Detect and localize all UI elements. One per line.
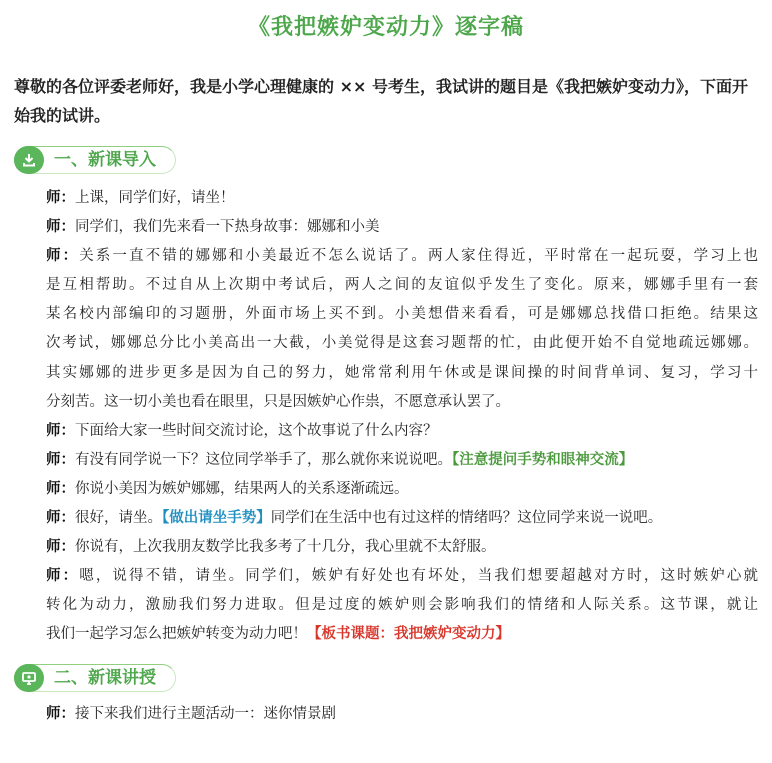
stage-note: 【板书课题：我把嫉妒变动力】 xyxy=(307,626,510,643)
lecture-line xyxy=(46,562,758,591)
lecture-line xyxy=(46,446,758,475)
speaker-label: 师： xyxy=(46,190,75,206)
lecture-line xyxy=(46,242,758,271)
line-text: 嗯，说得不错，请坐。同学们，嫉妒有好处也有坏处，当我们想要超越对方时，这时嫉妒心就 xyxy=(79,568,759,585)
line-text: 你说小美因为嫉妒娜娜，结果两人的关系逐渐疏远。 xyxy=(75,480,409,497)
line-text: 接下来我们进行主题活动一：迷你情景剧 xyxy=(75,705,336,722)
line-text: 分刻苦。这一切小美也看在眼里，只是因嫉妒心作祟，不愿意承认罢了。 xyxy=(46,393,510,410)
intro-paragraph: 尊敬的各位评委老师好，我是小学心理健康的 ×× 号考生，我试讲的题目是《我把嫉妒变动力》，下面开始我的试讲。 xyxy=(14,77,748,125)
lecture-lines-2 xyxy=(46,700,758,729)
line-text: 其实娜娜的进步更多是因为自己的努力，她常常利用午休或是课间操的时间背单词、复习，学习十 xyxy=(46,364,758,381)
line-text: 同学们，我们先来看一下热身故事：娜娜和小美 xyxy=(75,219,380,236)
lecture-line xyxy=(46,184,758,213)
speaker-label: 师： xyxy=(46,219,75,236)
lecture-line xyxy=(46,417,758,446)
line-text: 次考试，娜娜总分比小美高出一大截，小美觉得是这套习题帮的忙，由此便开始不自觉地疏远娜娜。 xyxy=(46,335,758,352)
speaker-label: 师： xyxy=(46,568,80,585)
line-text: 有没有同学说一下？这位同学举手了，那么就你来说说吧。 xyxy=(75,451,452,468)
line-text: 很好，请坐。 xyxy=(75,510,162,527)
line-text: 关系一直不错的娜娜和小美最近不怎么说话了。两人家住得近，平时常在一起玩耍，学习上也 xyxy=(79,248,759,265)
lecture-line xyxy=(46,700,758,729)
lecture-line xyxy=(46,388,758,417)
lecture-line xyxy=(46,504,758,533)
speaker-label: 师： xyxy=(46,705,75,722)
lecture-line xyxy=(46,591,758,620)
stage-note: 【做出请坐手势】 xyxy=(162,510,271,527)
lecture-line xyxy=(46,620,758,649)
line-text: 你说有，上次我朋友数学比我多考了十几分，我心里就不太舒服。 xyxy=(75,539,496,556)
speaker-label: 师： xyxy=(46,510,75,527)
lecture-line xyxy=(46,475,758,504)
section-header-intro xyxy=(14,146,184,174)
lecture-line xyxy=(46,359,758,388)
section-title: 二、新课讲授 xyxy=(54,667,156,688)
speaker-label: 师： xyxy=(46,451,75,468)
speaker-label: 师： xyxy=(46,248,80,265)
document-title: 《我把嫉妒变动力》逐字稿 xyxy=(247,14,524,40)
line-text: 某名校内部编印的习题册，外面市场上买不到。小美想借来看看，可是娜娜总找借口拒绝。结果这 xyxy=(46,306,758,323)
download-icon xyxy=(14,146,44,174)
speaker-label: 师： xyxy=(46,422,75,439)
lecture-line xyxy=(46,271,758,300)
lecture-line xyxy=(46,213,758,242)
line-text: 是互相帮助。不过自从上次期中考试后，两人之间的友谊似乎发生了变化。原来，娜娜手里有一套 xyxy=(46,277,758,294)
section-title: 一、新课导入 xyxy=(54,150,156,170)
line-text: 我们一起学习怎么把嫉妒转变为动力吧！ xyxy=(46,626,307,643)
line-text: 同学们在生活中也有过这样的情绪吗？这位同学来说一说吧。 xyxy=(270,510,663,527)
speaker-label: 师： xyxy=(46,539,75,556)
stage-note: 【注意提问手势和眼神交流】 xyxy=(452,451,634,468)
section-header-teaching xyxy=(14,664,184,692)
lecture-lines xyxy=(46,184,758,650)
lecture-line xyxy=(46,533,758,562)
lecture-line xyxy=(46,300,758,329)
lecture-line xyxy=(46,329,758,358)
screen-icon xyxy=(14,664,44,692)
line-text: 下面给大家一些时间交流讨论，这个故事说了什么内容？ xyxy=(75,422,438,439)
line-text: 转化为动力，激励我们努力进取。但是过度的嫉妒则会影响我们的情绪和人际关系。这节课，就让 xyxy=(46,597,758,614)
speaker-label: 师： xyxy=(46,480,75,497)
line-text: 上课，同学们好，请坐！ xyxy=(75,190,235,206)
